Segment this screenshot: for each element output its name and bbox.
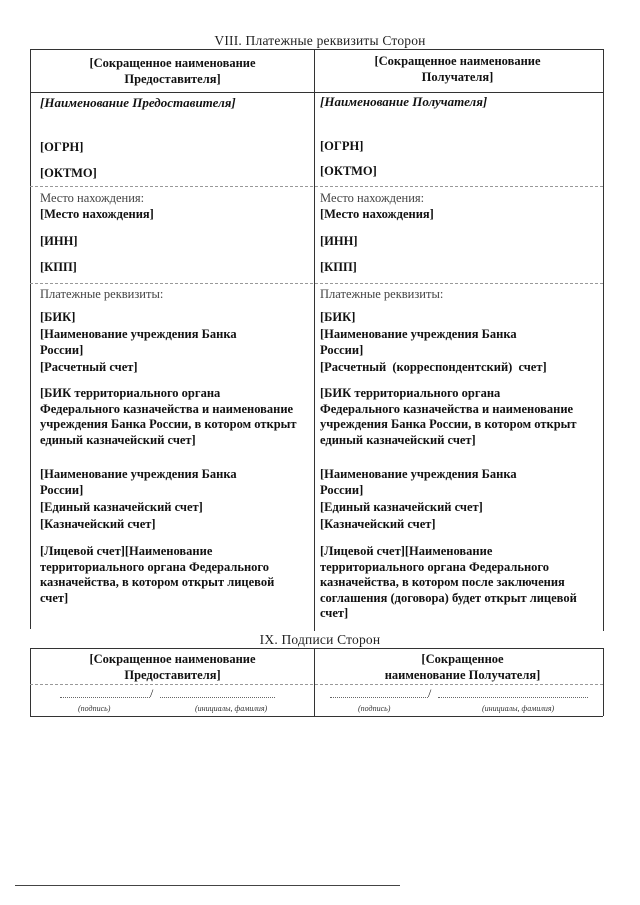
recipient-signature-line[interactable] — [330, 697, 428, 698]
provider-inn: [ИНН] — [40, 234, 78, 248]
provider-bank-name-2: [Наименование учреждения Банка России] — [40, 467, 237, 497]
recipient-ogrn: [ОГРН] — [320, 139, 364, 153]
provider-personal-account: [Лицевой счет][Наименование территориального органа Федерального казначейства, в котором открыт лицевой счет] — [40, 544, 275, 605]
provider-bank-name: [Наименование учреждения Банка России] — [40, 327, 237, 357]
signature-recipient-header: [Сокращенное наименование Получателя] — [384, 652, 541, 682]
provider-payment-label: Платежные реквизиты: — [40, 287, 164, 301]
section-8-title: VIII. Платежные реквизиты Сторон — [214, 33, 426, 48]
table8-row-divider-payment — [30, 283, 603, 284]
provider-kpp: [КПП] — [40, 260, 77, 274]
recipient-kpp: [КПП] — [320, 260, 357, 274]
recipient-treasury-bik: [БИК территориального органа Федерального казначейства и наименование учреждения Банка России, в котором открыт единый казначейский счет] — [320, 386, 577, 447]
table9-top-border — [30, 648, 603, 649]
provider-bik: [БИК] — [40, 310, 76, 324]
recipient-treasury-account: [Казначейский счет] — [320, 517, 436, 531]
recipient-bank-name: [Наименование учреждения Банка России] — [320, 327, 517, 357]
recipient-personal-account: [Лицевой счет][Наименование территориального органа Федерального казначейства, в котором после заключения соглашения (договора) будет открыт лицевой счет] — [320, 544, 577, 620]
recipient-bik: [БИК] — [320, 310, 356, 324]
provider-header: [Сокращенное наименование Предоставителя] — [89, 56, 256, 86]
table8-left-border — [30, 49, 31, 629]
recipient-account: [Расчетный (корреспондентский) счет] — [320, 360, 547, 374]
recipient-name: [Наименование Получателя] — [320, 94, 488, 109]
provider-treasury-bik: [БИК территориального органа Федерального казначейства и наименование учреждения Банка России, в котором открыт единый казначейский счет] — [40, 386, 297, 447]
table8-center-divider — [314, 49, 315, 631]
recipient-initials-caption: (инициалы, фамилия) — [482, 704, 555, 713]
provider-ogrn: [ОГРН] — [40, 140, 84, 154]
table8-row-divider-location — [30, 186, 603, 187]
footnote-separator — [15, 885, 400, 886]
table9-left-border — [30, 648, 31, 716]
provider-account: [Расчетный счет] — [40, 360, 138, 374]
signature-provider-header: [Сокращенное наименование Предоставителя] — [89, 652, 256, 682]
recipient-oktmo: [ОКТМО] — [320, 164, 377, 178]
recipient-location-value: [Место нахождения] — [320, 207, 434, 221]
provider-single-treasury-account: [Единый казначейский счет] — [40, 500, 203, 514]
provider-sign-caption: (подпись) — [78, 704, 111, 713]
provider-location-value: [Место нахождения] — [40, 207, 154, 221]
recipient-inn: [ИНН] — [320, 234, 358, 248]
recipient-signature-slash: / — [428, 686, 432, 700]
provider-signature-slash: / — [150, 686, 154, 700]
recipient-header: [Сокращенное наименование Получателя] — [374, 54, 541, 84]
provider-initials-line[interactable] — [160, 697, 275, 698]
provider-signature-line[interactable] — [60, 697, 150, 698]
provider-name: [Наименование Предоставителя] — [40, 95, 236, 110]
recipient-location-label: Место нахождения: — [320, 191, 425, 205]
recipient-sign-caption: (подпись) — [358, 704, 391, 713]
provider-oktmo: [ОКТМО] — [40, 166, 97, 180]
recipient-bank-name-2: [Наименование учреждения Банка России] — [320, 467, 517, 497]
section-9-title: IX. Подписи Сторон — [259, 632, 381, 647]
table9-center-divider — [314, 648, 315, 716]
table9-right-border — [603, 648, 604, 716]
provider-treasury-account: [Казначейский счет] — [40, 517, 156, 531]
provider-initials-caption: (инициалы, фамилия) — [195, 704, 268, 713]
recipient-payment-label: Платежные реквизиты: — [320, 287, 444, 301]
table8-header-divider — [30, 92, 603, 93]
provider-location-label: Место нахождения: — [40, 191, 145, 205]
recipient-initials-line[interactable] — [438, 697, 588, 698]
recipient-single-treasury-account: [Единый казначейский счет] — [320, 500, 483, 514]
table9-header-divider — [30, 684, 603, 685]
table8-right-border — [603, 49, 604, 631]
table8-top-border — [30, 49, 603, 50]
